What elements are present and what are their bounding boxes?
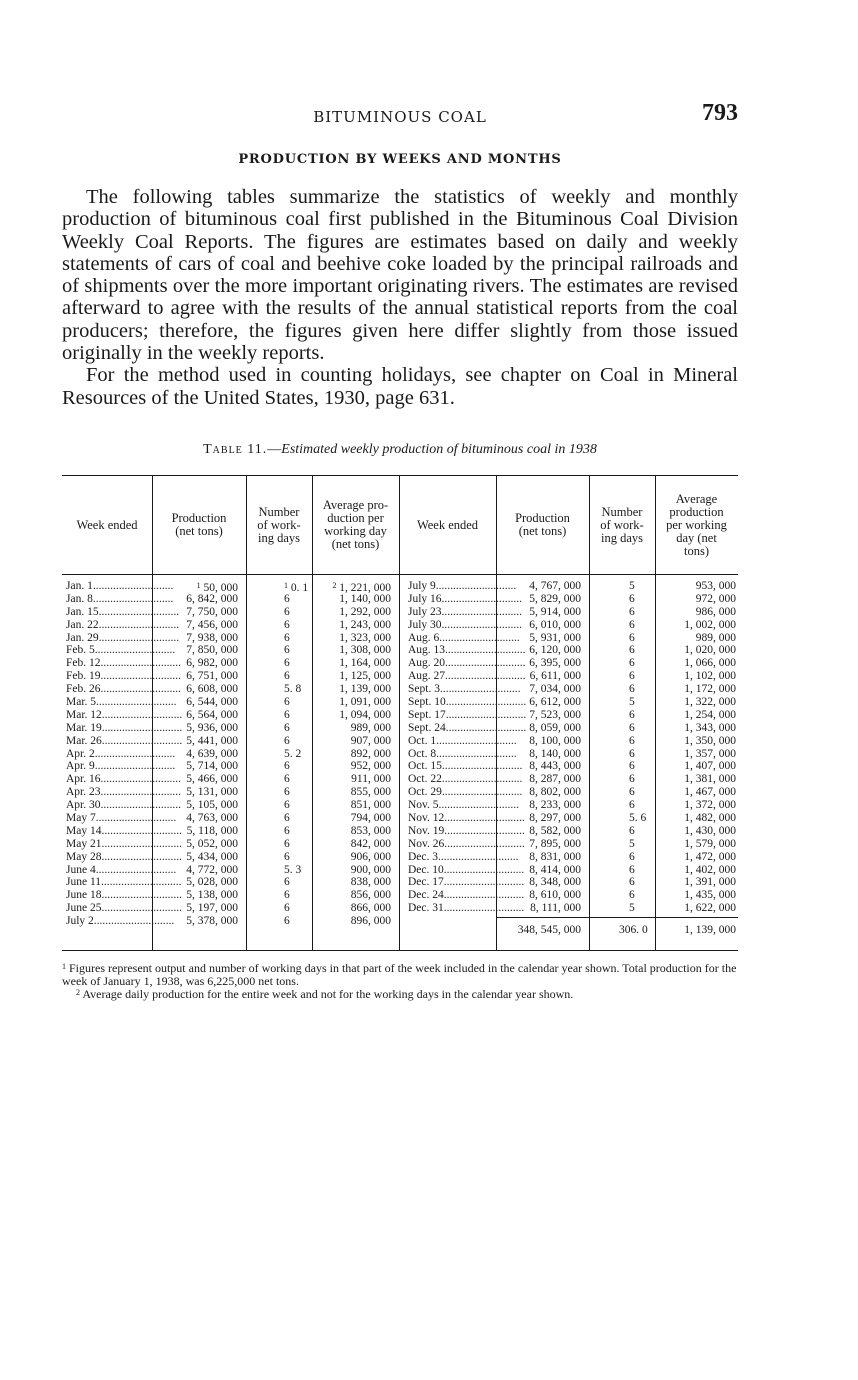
footnotes bbox=[62, 961, 738, 1001]
average-cell: 1, 323, 000 bbox=[339, 631, 391, 644]
week-cell: May 28............................ bbox=[66, 850, 182, 863]
working-days-cell: 6 bbox=[629, 670, 635, 683]
production-cell: 5, 714, 000 bbox=[186, 760, 238, 773]
page-number: 793 bbox=[702, 100, 738, 126]
week-cell: Jan. 8............................ bbox=[66, 592, 174, 605]
production-cell: 8, 610, 000 bbox=[529, 889, 581, 902]
week-cell: Dec. 17............................ bbox=[408, 876, 525, 889]
production-cell: 4, 767, 000 bbox=[529, 580, 581, 592]
footnote-mark: 1 bbox=[196, 581, 201, 590]
average-cell: 1, 482, 000 bbox=[684, 812, 736, 825]
average-cell: 1, 020, 000 bbox=[684, 644, 736, 657]
footnote-2: $^2$ Average daily production for the entire week and not for the working days in the calendar year shown. bbox=[76, 987, 574, 1002]
header-average-production: Average pro- duction per working day (net tons) bbox=[322, 498, 389, 551]
week-cell: Apr. 9............................ bbox=[66, 760, 176, 773]
average-cell: 1, 579, 000 bbox=[684, 837, 736, 850]
week-cell: Feb. 19............................ bbox=[66, 670, 181, 683]
average-cell: 953, 000 bbox=[695, 580, 736, 592]
working-days-cell: 5. 6 bbox=[629, 812, 647, 825]
average-cell: 1, 066, 000 bbox=[684, 657, 736, 670]
week-cell: June 25............................ bbox=[66, 902, 182, 915]
working-days-cell: 5 bbox=[629, 837, 635, 850]
production-cell: 6, 751, 000 bbox=[186, 670, 238, 683]
production-cell: 6, 120, 000 bbox=[529, 644, 581, 657]
average-cell: 794, 000 bbox=[350, 812, 391, 825]
average-cell: 1, 172, 000 bbox=[684, 683, 736, 696]
working-days-cell: 6 bbox=[284, 657, 290, 670]
working-days-cell: 6 bbox=[629, 657, 635, 670]
week-cell: May 14............................ bbox=[66, 824, 182, 837]
working-days-cell: 6 bbox=[284, 773, 290, 786]
average-cell: 1, 254, 000 bbox=[684, 708, 736, 721]
week-cell: Dec. 10............................ bbox=[408, 863, 525, 876]
production-cell: 6, 611, 000 bbox=[529, 670, 581, 683]
header-working-days: Number of work- ing days bbox=[600, 504, 644, 545]
working-days-cell: 6 bbox=[284, 721, 290, 734]
production-cell: 5, 466, 000 bbox=[186, 773, 238, 786]
week-cell: Apr. 30............................ bbox=[66, 799, 181, 812]
working-days-cell: 6 bbox=[629, 786, 635, 799]
average-cell: 1, 002, 000 bbox=[684, 618, 736, 631]
week-cell: Dec. 31............................ bbox=[408, 902, 525, 915]
week-cell: Oct. 1............................ bbox=[408, 734, 517, 747]
header-week-ended: Week ended bbox=[416, 517, 479, 532]
working-days-cell: 6 bbox=[629, 592, 635, 605]
week-cell: Sept. 24............................ bbox=[408, 721, 527, 734]
production-cell: 6, 564, 000 bbox=[186, 708, 238, 721]
average-cell: 1, 472, 000 bbox=[684, 850, 736, 863]
average-cell: 1, 467, 000 bbox=[684, 786, 736, 799]
production-cell: 5, 378, 000 bbox=[186, 915, 238, 928]
working-days-cell: 6 bbox=[629, 773, 635, 786]
production-cell: 7, 750, 000 bbox=[186, 605, 238, 618]
production-cell: 7, 895, 000 bbox=[529, 837, 581, 850]
week-cell: May 21............................ bbox=[66, 837, 182, 850]
working-days-cell: 5 bbox=[629, 902, 635, 915]
week-cell: July 9............................ bbox=[408, 580, 517, 592]
paragraph: The following tables summarize the statistics of weekly and monthly production of bituminous coal first published in the Bituminous Coal Division Weekly Coal Reports. The figures are estimates based on daily and weekly statements of cars of coal and beehive coke loaded by the principal railroads and of shipments over the more important originating rivers. The estimates are revised afterward to agree with the results of the annual statistical reports from the coal producers; therefore, the figures given here differ slightly from those issued originally in the weekly reports. bbox=[62, 186, 738, 365]
average-cell: 1, 102, 000 bbox=[684, 670, 736, 683]
table-caption-dash: — bbox=[267, 442, 282, 457]
working-days-cell: 6 bbox=[284, 799, 290, 812]
week-cell: Jan. 29............................ bbox=[66, 631, 180, 644]
week-cell: July 2............................ bbox=[66, 915, 175, 928]
production-cell: 8, 100, 000 bbox=[529, 734, 581, 747]
page-header bbox=[62, 100, 738, 130]
totals-rule bbox=[496, 917, 738, 918]
average-cell: 1, 164, 000 bbox=[339, 657, 391, 670]
average-cell: 896, 000 bbox=[350, 915, 391, 928]
production-cell: 5, 441, 000 bbox=[186, 734, 238, 747]
average-cell: 907, 000 bbox=[350, 734, 391, 747]
working-days-cell: 6 bbox=[629, 618, 635, 631]
working-days-cell: $^1$ 0. 1 bbox=[284, 581, 309, 594]
production-cell: 8, 111, 000 bbox=[530, 902, 581, 915]
average-cell: 1, 381, 000 bbox=[684, 773, 736, 786]
average-cell: 989, 000 bbox=[350, 721, 391, 734]
production-cell: 6, 842, 000 bbox=[186, 592, 238, 605]
working-days-cell: 6 bbox=[629, 760, 635, 773]
production-cell: 5, 131, 000 bbox=[186, 786, 238, 799]
working-days-cell: 6 bbox=[284, 902, 290, 915]
working-days-cell: 6 bbox=[629, 850, 635, 863]
footnote-mark: 1 bbox=[62, 962, 66, 971]
week-cell: June 4............................ bbox=[66, 863, 177, 876]
production-cell: 5, 138, 000 bbox=[186, 889, 238, 902]
average-cell: 855, 000 bbox=[350, 786, 391, 799]
working-days-cell: 6 bbox=[629, 708, 635, 721]
paragraph: For the method used in counting holidays, see chapter on Coal in Mineral Resources of the United States, 1930, page 631. bbox=[62, 364, 738, 409]
table-caption-label: Table 11. bbox=[203, 442, 268, 457]
average-cell: 972, 000 bbox=[695, 592, 736, 605]
average-cell: 1, 435, 000 bbox=[684, 889, 736, 902]
average-cell: 866, 000 bbox=[350, 902, 391, 915]
working-days-cell: 6 bbox=[629, 747, 635, 760]
working-days-cell: 6 bbox=[629, 605, 635, 618]
working-days-cell: 6 bbox=[284, 850, 290, 863]
working-days-cell: 6 bbox=[629, 889, 635, 902]
week-cell: Dec. 24............................ bbox=[408, 889, 525, 902]
header-production: Production (net tons) bbox=[515, 511, 570, 538]
week-cell: Feb. 26............................ bbox=[66, 683, 181, 696]
working-days-cell: 6 bbox=[284, 708, 290, 721]
week-cell: Feb. 12............................ bbox=[66, 657, 181, 670]
production-cell: 6, 010, 000 bbox=[529, 618, 581, 631]
week-cell: Sept. 17............................ bbox=[408, 708, 527, 721]
average-cell: 1, 622, 000 bbox=[684, 902, 736, 915]
average-cell: 1, 430, 000 bbox=[684, 824, 736, 837]
production-cell: 8, 233, 000 bbox=[529, 799, 581, 812]
production-table bbox=[62, 475, 738, 951]
footnote-1: $^1$ Figures represent output and number of working days in that part of the week included in the calendar year shown. Total production for the week of January 1, 1938, was 6,225,000 net tons. bbox=[62, 961, 737, 988]
average-cell: 1, 402, 000 bbox=[684, 863, 736, 876]
average-cell: 952, 000 bbox=[350, 760, 391, 773]
production-cell: 8, 348, 000 bbox=[529, 876, 581, 889]
average-cell: $^2$ 1, 221, 000 bbox=[332, 581, 391, 594]
average-cell: 851, 000 bbox=[350, 799, 391, 812]
average-cell: 853, 000 bbox=[350, 824, 391, 837]
working-days-cell: 5 bbox=[629, 580, 635, 592]
average-cell: 989, 000 bbox=[695, 631, 736, 644]
average-cell: 838, 000 bbox=[350, 876, 391, 889]
average-cell: 892, 000 bbox=[350, 747, 391, 760]
week-cell: Oct. 8............................ bbox=[408, 747, 517, 760]
production-cell: 5, 105, 000 bbox=[186, 799, 238, 812]
week-cell: Aug. 13............................ bbox=[408, 644, 526, 657]
footnote-mark: 1 bbox=[284, 581, 288, 590]
production-cell: 5, 434, 000 bbox=[186, 850, 238, 863]
week-cell: July 23............................ bbox=[408, 605, 523, 618]
production-column bbox=[152, 580, 238, 928]
header-rule bbox=[62, 574, 738, 575]
production-cell: 4, 763, 000 bbox=[186, 812, 238, 825]
week-cell: Apr. 23............................ bbox=[66, 786, 181, 799]
production-cell: 4, 639, 000 bbox=[186, 747, 238, 760]
week-cell: Oct. 29............................ bbox=[408, 786, 523, 799]
week-cell: June 11............................ bbox=[66, 876, 182, 889]
working-days-cell: 6 bbox=[284, 824, 290, 837]
production-cell: 8, 831, 000 bbox=[529, 850, 581, 863]
section-title: PRODUCTION BY WEEKS AND MONTHS bbox=[238, 152, 562, 167]
production-cell: 6, 608, 000 bbox=[186, 683, 238, 696]
header-week-ended: Week ended bbox=[76, 517, 138, 532]
production-cell: 8, 287, 000 bbox=[529, 773, 581, 786]
week-cell: Nov. 12............................ bbox=[408, 812, 525, 825]
working-days-cell: 6 bbox=[629, 863, 635, 876]
week-column bbox=[66, 580, 183, 928]
week-column bbox=[408, 580, 527, 915]
production-cell: 8, 582, 000 bbox=[529, 824, 581, 837]
production-cell: 5, 118, 000 bbox=[186, 824, 238, 837]
average-cell: 1, 091, 000 bbox=[339, 696, 391, 709]
table-caption-title: Estimated weekly production of bituminous coal in 1938 bbox=[281, 442, 597, 457]
production-cell: 7, 938, 000 bbox=[186, 631, 238, 644]
production-cell: 5, 829, 000 bbox=[529, 592, 581, 605]
average-column bbox=[312, 580, 391, 928]
average-cell: 906, 000 bbox=[350, 850, 391, 863]
production-cell: 7, 850, 000 bbox=[186, 644, 238, 657]
average-cell: 842, 000 bbox=[350, 837, 391, 850]
working-days-cell: 6 bbox=[284, 592, 290, 605]
working-days-cell: 6 bbox=[284, 618, 290, 631]
body-text bbox=[62, 186, 738, 409]
average-cell: 1, 125, 000 bbox=[339, 670, 391, 683]
working-days-cell: 6 bbox=[284, 760, 290, 773]
working-days-cell: 6 bbox=[629, 631, 635, 644]
working-days-cell: 6 bbox=[284, 670, 290, 683]
week-cell: Sept. 10............................ bbox=[408, 696, 527, 709]
working-days-cell: 5 bbox=[629, 696, 635, 709]
average-cell: 900, 000 bbox=[350, 863, 391, 876]
week-cell: July 30............................ bbox=[408, 618, 523, 631]
production-column bbox=[496, 580, 581, 915]
week-cell: Mar. 26............................ bbox=[66, 734, 183, 747]
total-production: 348, 545, 000 bbox=[517, 924, 581, 936]
header-working-days: Number of work- ing days bbox=[257, 504, 301, 545]
average-cell: 911, 000 bbox=[351, 773, 391, 786]
average-cell: 1, 350, 000 bbox=[684, 734, 736, 747]
average-cell: 856, 000 bbox=[350, 889, 391, 902]
week-cell: Oct. 22............................ bbox=[408, 773, 523, 786]
production-cell: 6, 544, 000 bbox=[186, 696, 238, 709]
average-cell: 1, 140, 000 bbox=[339, 592, 391, 605]
production-cell: 7, 456, 000 bbox=[186, 618, 238, 631]
week-cell: Aug. 20............................ bbox=[408, 657, 526, 670]
production-cell: 8, 443, 000 bbox=[529, 760, 581, 773]
footnote-mark: 2 bbox=[76, 988, 80, 998]
week-cell: Oct. 15............................ bbox=[408, 760, 523, 773]
total-working-days: 306. 0 bbox=[619, 924, 648, 936]
working-days-cell: 6 bbox=[284, 837, 290, 850]
production-cell: 8, 414, 000 bbox=[529, 863, 581, 876]
working-days-cell: 6 bbox=[284, 786, 290, 799]
production-cell: 7, 034, 000 bbox=[529, 683, 581, 696]
working-days-cell: 6 bbox=[284, 644, 290, 657]
working-days-cell: 6 bbox=[284, 812, 290, 825]
production-cell: 5, 052, 000 bbox=[186, 837, 238, 850]
working-days-cell: 6 bbox=[284, 696, 290, 709]
week-cell: May 7............................ bbox=[66, 812, 177, 825]
working-days-cell: 5. 8 bbox=[284, 683, 302, 696]
average-cell: 986, 000 bbox=[695, 605, 736, 618]
average-cell: 1, 407, 000 bbox=[684, 760, 736, 773]
production-cell: 5, 936, 000 bbox=[186, 721, 238, 734]
week-cell: Mar. 19............................ bbox=[66, 721, 183, 734]
working-days-cell: 5. 3 bbox=[284, 863, 302, 876]
production-cell: 6, 982, 000 bbox=[186, 657, 238, 670]
working-days-cell: 6 bbox=[629, 824, 635, 837]
week-cell: Mar. 5............................ bbox=[66, 696, 177, 709]
production-cell: 5, 197, 000 bbox=[186, 902, 238, 915]
working-days-cell: 6 bbox=[629, 799, 635, 812]
average-cell: 1, 292, 000 bbox=[339, 605, 391, 618]
average-cell: 1, 139, 000 bbox=[339, 683, 391, 696]
week-cell: Nov. 5............................ bbox=[408, 799, 520, 812]
working-days-cell: 6 bbox=[284, 734, 290, 747]
production-cell: 5, 931, 000 bbox=[529, 631, 581, 644]
production-cell: 8, 140, 000 bbox=[529, 747, 581, 760]
week-cell: Dec. 3............................ bbox=[408, 850, 519, 863]
working-days-cell: 6 bbox=[629, 683, 635, 696]
week-cell: Nov. 26............................ bbox=[408, 837, 525, 850]
week-cell: Jan. 15............................ bbox=[66, 605, 180, 618]
production-cell: 6, 612, 000 bbox=[529, 696, 581, 709]
week-cell: Aug. 6............................ bbox=[408, 631, 520, 644]
production-cell: 8, 297, 000 bbox=[529, 812, 581, 825]
working-days-cell: 6 bbox=[284, 631, 290, 644]
week-cell: Jan. 1............................ bbox=[66, 580, 174, 592]
average-cell: 1, 308, 000 bbox=[339, 644, 391, 657]
production-cell: 4, 772, 000 bbox=[186, 863, 238, 876]
week-cell: Apr. 2............................ bbox=[66, 747, 176, 760]
production-cell: 5, 028, 000 bbox=[186, 876, 238, 889]
average-cell: 1, 243, 000 bbox=[339, 618, 391, 631]
week-cell: June 18............................ bbox=[66, 889, 182, 902]
working-days-cell: 6 bbox=[629, 721, 635, 734]
working-days-column bbox=[284, 580, 312, 928]
average-cell: 1, 372, 000 bbox=[684, 799, 736, 812]
running-title: BITUMINOUS COAL bbox=[313, 108, 487, 126]
week-cell: Aug. 27............................ bbox=[408, 670, 526, 683]
working-days-cell: 6 bbox=[284, 876, 290, 889]
average-cell: 1, 357, 000 bbox=[684, 747, 736, 760]
working-days-column bbox=[629, 580, 655, 915]
table-caption bbox=[62, 442, 738, 458]
total-average: 1, 139, 000 bbox=[684, 924, 736, 936]
week-cell: Mar. 12............................ bbox=[66, 708, 183, 721]
production-cell: 8, 059, 000 bbox=[529, 721, 581, 734]
week-cell: Jan. 22............................ bbox=[66, 618, 180, 631]
production-cell: 7, 523, 000 bbox=[529, 708, 581, 721]
production-cell: 5, 914, 000 bbox=[529, 605, 581, 618]
production-cell: 8, 802, 000 bbox=[529, 786, 581, 799]
average-cell: 1, 094, 000 bbox=[339, 708, 391, 721]
average-column bbox=[655, 580, 736, 915]
production-cell: $^1$ 50, 000 bbox=[196, 581, 238, 594]
week-cell: Nov. 19............................ bbox=[408, 824, 525, 837]
working-days-cell: 6 bbox=[629, 876, 635, 889]
week-cell: Apr. 16............................ bbox=[66, 773, 181, 786]
week-cell: Sept. 3............................ bbox=[408, 683, 521, 696]
working-days-cell: 6 bbox=[284, 605, 290, 618]
working-days-cell: 6 bbox=[629, 734, 635, 747]
average-cell: 1, 391, 000 bbox=[684, 876, 736, 889]
production-cell: 6, 395, 000 bbox=[529, 657, 581, 670]
week-cell: Feb. 5............................ bbox=[66, 644, 176, 657]
header-production: Production (net tons) bbox=[171, 511, 227, 538]
working-days-cell: 6 bbox=[629, 644, 635, 657]
working-days-cell: 5. 2 bbox=[284, 747, 302, 760]
average-cell: 1, 343, 000 bbox=[684, 721, 736, 734]
working-days-cell: 6 bbox=[284, 889, 290, 902]
header-average-production: Average production per working day (net tons) bbox=[666, 491, 727, 558]
average-cell: 1, 322, 000 bbox=[684, 696, 736, 709]
week-cell: July 16............................ bbox=[408, 592, 523, 605]
footnote-mark: 2 bbox=[332, 581, 337, 590]
working-days-cell: 6 bbox=[284, 915, 290, 928]
